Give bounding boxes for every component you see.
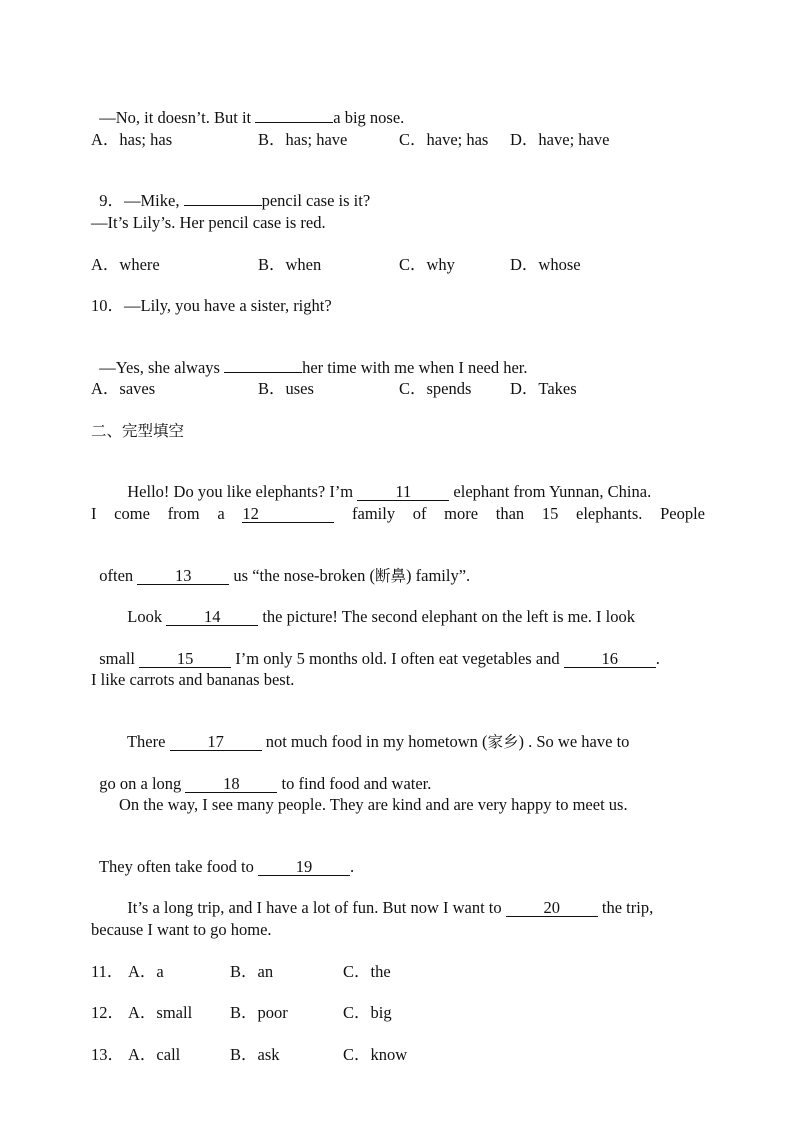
blank-15: 15 (139, 650, 231, 668)
q9-option-a: A．where (91, 255, 160, 274)
q9-reply: —It’s Lily’s. Her pencil case is red. (91, 213, 326, 232)
q10-option-d: D．Takes (510, 379, 577, 398)
blank-18: 18 (185, 775, 277, 793)
q9-stem-pre: 9．—Mike, (99, 191, 184, 210)
passage-p3-line2 (91, 754, 431, 794)
q9-stem (91, 171, 370, 211)
text: . (349, 857, 355, 876)
section-title: 二、完型填空 (91, 422, 185, 440)
text: Look (127, 607, 167, 626)
text: elephant from Yunnan, China. (449, 482, 652, 501)
q10-reply (91, 338, 528, 378)
q8-answer-post: a big nose. (333, 108, 405, 127)
q9-option-d: D．whose (510, 255, 581, 274)
passage-p1-line1 (119, 462, 651, 502)
text: go on a long (99, 774, 186, 793)
q10-reply-post: her time with me when I need her. (302, 358, 528, 377)
q10-option-a: A．saves (91, 379, 156, 398)
passage-p4-line2 (91, 837, 354, 877)
question-12-option-c: C．big (343, 1003, 392, 1022)
text: I’m only 5 months old. I often eat vegetables and (231, 649, 564, 668)
q10-reply-pre: —Yes, she always (99, 358, 225, 377)
question-11-option-c: C．the (343, 962, 391, 981)
passage-p5-line1 (119, 878, 653, 918)
blank-20: 20 (506, 899, 598, 917)
text: They often take food to (98, 857, 258, 876)
question-11-number: 11． (91, 962, 124, 981)
q8-blank (255, 122, 333, 123)
blank-16: 16 (564, 650, 656, 668)
passage-p1-line2 (91, 504, 705, 524)
text: small (99, 649, 140, 668)
q9-option-b: B．when (258, 255, 322, 274)
text: family of more than 15 elephants. People (334, 504, 706, 523)
text: often (99, 566, 138, 585)
passage-p5-line2: because I want to go home. (91, 920, 272, 939)
question-13-option-a: A．call (128, 1045, 181, 1064)
question-12-number: 12． (91, 1003, 124, 1022)
text: It’s a long trip, and I have a lot of fun. But now I want to (127, 898, 506, 917)
passage-p1-line3 (91, 546, 470, 586)
blank-17: 17 (170, 733, 262, 751)
q8-answer-line (91, 88, 404, 128)
q8-option-d: D．have; have (510, 130, 610, 149)
text: . (655, 649, 660, 668)
question-13-option-c: C．know (343, 1045, 408, 1064)
blank-13: 13 (137, 567, 229, 585)
text: to find food and water. (277, 774, 432, 793)
q8-option-a: A．has; has (91, 130, 173, 149)
text: ) . So we have to (518, 732, 630, 751)
question-12-option-b: B．poor (230, 1003, 288, 1022)
text: 断鼻 (375, 567, 407, 585)
q9-option-c: C．why (399, 255, 455, 274)
passage-p2-line3: I like carrots and bananas best. (91, 670, 295, 689)
text: I come from a (91, 504, 243, 523)
question-13-option-b: B．ask (230, 1045, 280, 1064)
q9-stem-post: pencil case is it? (261, 191, 371, 210)
text: Hello! Do you like elephants? I’m (127, 482, 358, 501)
passage-p2-line1 (119, 587, 635, 627)
blank-19: 19 (258, 858, 350, 876)
text: the trip, (597, 898, 654, 917)
question-11-option-a: A．a (128, 962, 164, 981)
passage-p4-line1: On the way, I see many people. They are kind and are very happy to meet us. (119, 795, 628, 814)
q8-option-b: B．has; have (258, 130, 348, 149)
blank-12: 12 (242, 505, 334, 523)
passage-p2-line2 (91, 629, 660, 669)
text: 家乡 (487, 733, 519, 751)
q8-answer-pre: —No, it doesn’t. But it (99, 108, 256, 127)
text: us “the nose-broken ( (229, 566, 375, 585)
q9-blank (184, 205, 262, 206)
q10-option-c: C．spends (399, 379, 472, 398)
passage-p3-line1 (119, 712, 629, 752)
question-12-option-a: A．small (128, 1003, 193, 1022)
q8-option-c: C．have; has (399, 130, 489, 149)
q10-blank (224, 372, 302, 373)
text: the picture! The second elephant on the left is me. I look (258, 607, 636, 626)
text: There (126, 732, 170, 751)
q10-option-b: B．uses (258, 379, 314, 398)
q10-stem: 10．—Lily, you have a sister, right? (91, 296, 332, 315)
question-11-option-b: B．an (230, 962, 274, 981)
text: ) family”. (406, 566, 471, 585)
blank-11: 11 (357, 483, 449, 501)
blank-14: 14 (166, 608, 258, 626)
question-13-number: 13． (91, 1045, 124, 1064)
text: not much food in my hometown ( (261, 732, 488, 751)
